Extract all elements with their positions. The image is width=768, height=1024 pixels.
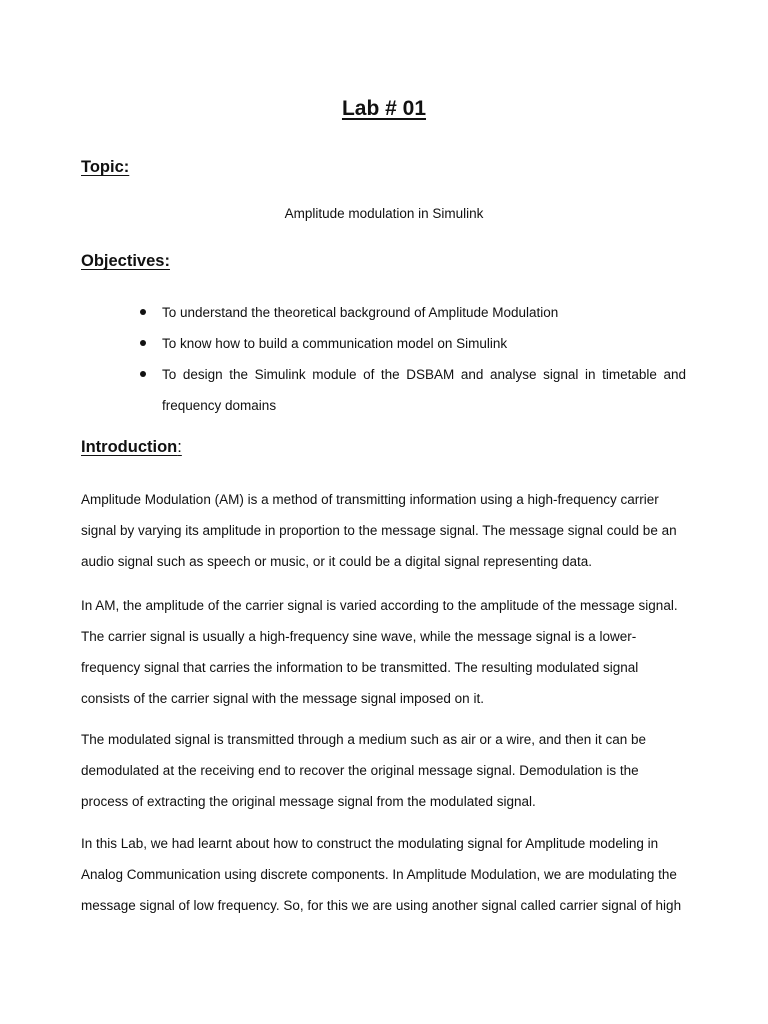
- introduction-heading-label: Introduction: [81, 438, 178, 456]
- bullet-icon: [140, 371, 146, 377]
- introduction-paragraph: The modulated signal is transmitted through a medium such as air or a wire, and then it can be demodulated at the receiving end to recover the original message signal. Demodulation is the process of extracting the original message signal from the modulated signal.: [81, 732, 647, 809]
- page-title: Lab # 01: [341, 97, 427, 120]
- objective-text: To know how to build a communication model on Simulink: [162, 336, 508, 351]
- introduction-paragraph: In this Lab, we had learnt about how to construct the modulating signal for Amplitude modeling in Analog Communication using discrete components. In Amplitude Modulation, we are modulating the message signal of low frequency. So, for this we are using another signal called carrier signal of high: [81, 836, 682, 913]
- topic-heading: Topic:: [81, 158, 130, 176]
- introduction-heading-colon: :: [177, 438, 182, 456]
- introduction-paragraph: Amplitude Modulation (AM) is a method of transmitting information using a high-frequency carrier signal by varying its amplitude in proportion to the message signal. The message signal could be an audio signal such as speech or music, or it could be a digital signal representing data.: [81, 492, 677, 569]
- objectives-heading-label: Objectives:: [81, 252, 170, 270]
- objective-item: [136, 328, 686, 359]
- introduction-heading: [81, 438, 182, 457]
- topic-text: Amplitude modulation in Simulink: [284, 206, 484, 221]
- introduction-paragraph: In AM, the amplitude of the carrier signal is varied according to the amplitude of the message signal. The carrier signal is usually a high-frequency sine wave, while the message signal is a lower-frequency signal that carries the information to be transmitted. The resulting modulated signal consists of the carrier signal with the message signal imposed on it.: [81, 598, 678, 706]
- objective-text: To design the Simulink module of the DSBAM and analyse signal in timetable and frequency domains: [162, 367, 686, 413]
- objective-text: To understand the theoretical background of Amplitude Modulation: [162, 305, 559, 320]
- objective-item: [136, 359, 686, 421]
- bullet-icon: [140, 340, 146, 346]
- objectives-list: [136, 297, 686, 421]
- objective-item: [136, 297, 686, 328]
- objectives-heading: [81, 252, 186, 271]
- bullet-icon: [140, 309, 146, 315]
